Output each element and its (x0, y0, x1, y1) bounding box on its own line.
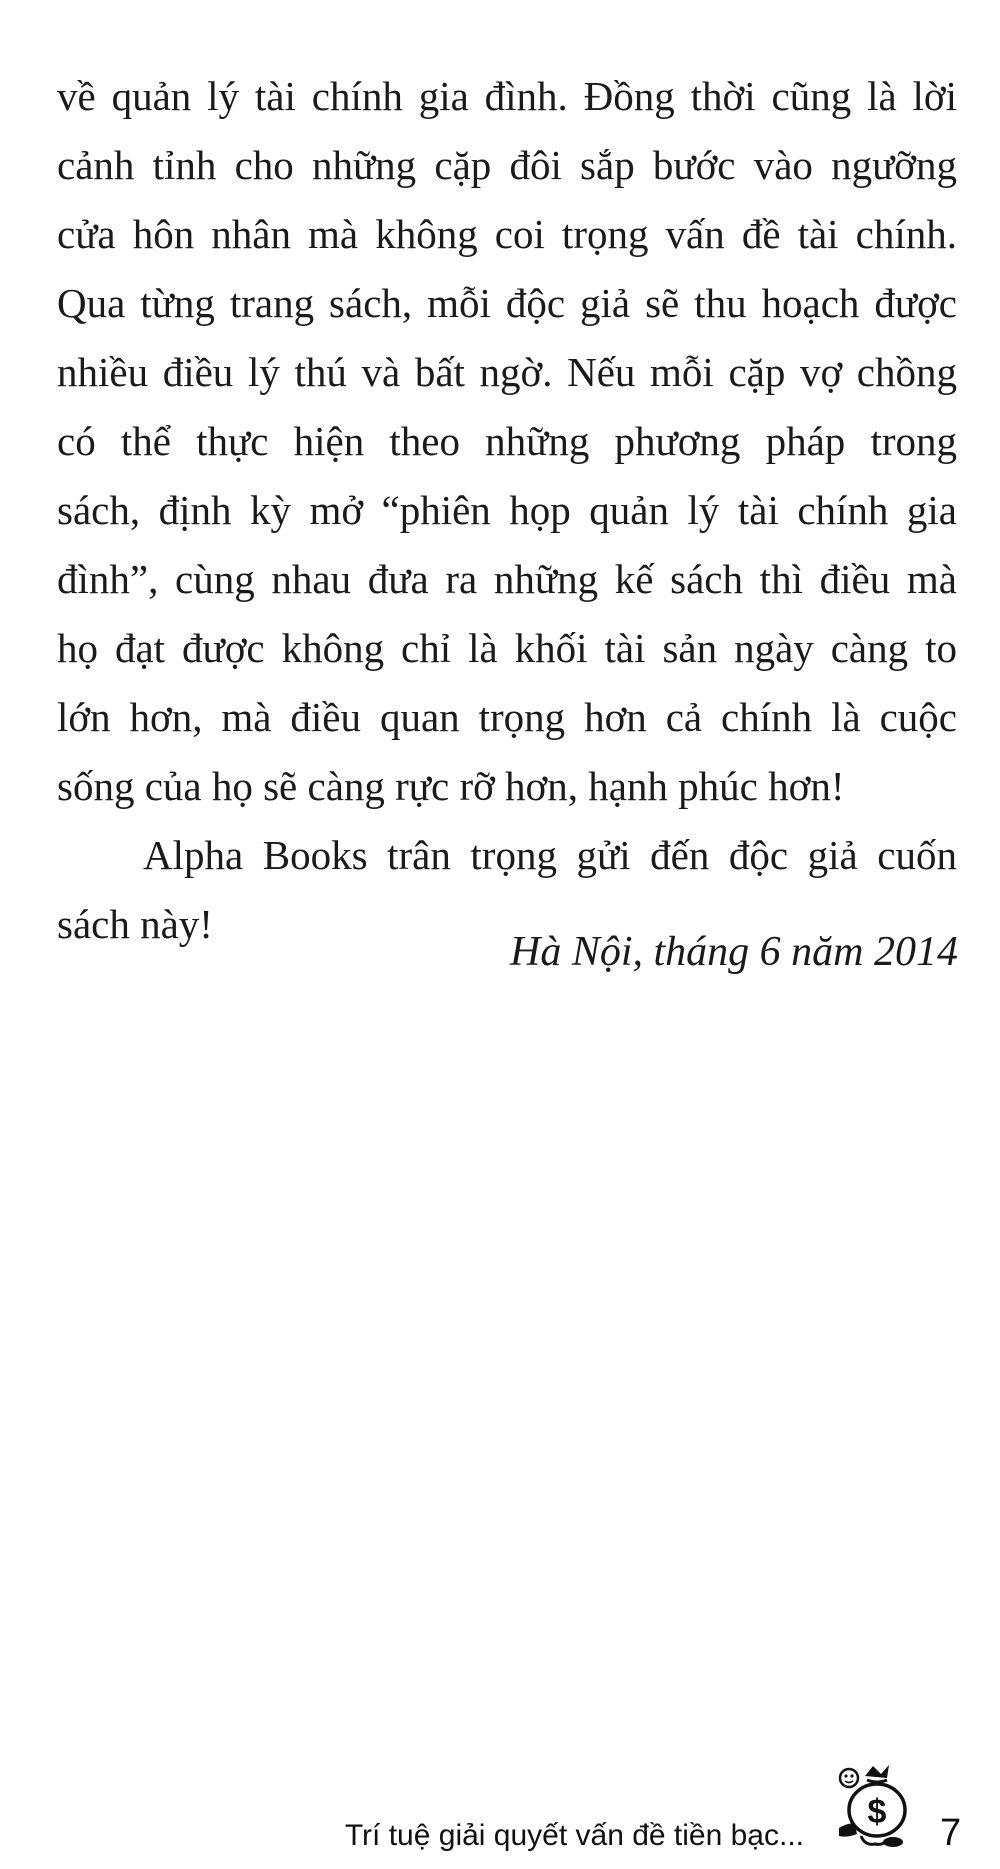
text-line: họ đạt được không chỉ là khối tài sản ngày càng to (57, 625, 957, 671)
body-paragraph (57, 62, 957, 821)
running-title: Trí tuệ giải quyết vấn đề tiền bạc... (344, 1819, 804, 1852)
text-line: nhiều điều lý thú và bất ngờ. Nếu mỗi cặp vợ chồng (57, 349, 957, 395)
page-number: 7 (940, 1812, 962, 1854)
text-line: sách, định kỳ mở “phiên họp quản lý tài chính gia (57, 487, 957, 533)
page-footer (0, 1760, 1000, 1860)
text-line: có thể thực hiện theo những phương pháp trong (57, 418, 957, 464)
text-line: đình”, cùng nhau đưa ra những kế sách thì điều mà (57, 556, 957, 602)
text-line: Qua từng trang sách, mỗi độc giả sẽ thu hoạch được (57, 280, 957, 326)
page-body (57, 62, 957, 959)
signoff-place-date: Hà Nội, tháng 6 năm 2014 (509, 929, 958, 975)
money-bag-icon (835, 1762, 915, 1852)
text-line: Alpha Books trân trọng gửi đến độc giả cuốn (143, 832, 957, 878)
text-line: cửa hôn nhân mà không coi trọng vấn đề tài chính. (57, 211, 957, 257)
dollar-symbol: $ (867, 1793, 887, 1831)
text-line: về quản lý tài chính gia đình. Đồng thời cũng là lời (57, 73, 957, 119)
text-line: sách này! (57, 901, 213, 947)
text-line: lớn hơn, mà điều quan trọng hơn cả chính là cuộc (57, 694, 957, 740)
text-line: cảnh tỉnh cho những cặp đôi sắp bước vào ngưỡng (57, 142, 957, 188)
text-line: sống của họ sẽ càng rực rỡ hơn, hạnh phúc hơn! (57, 763, 845, 809)
